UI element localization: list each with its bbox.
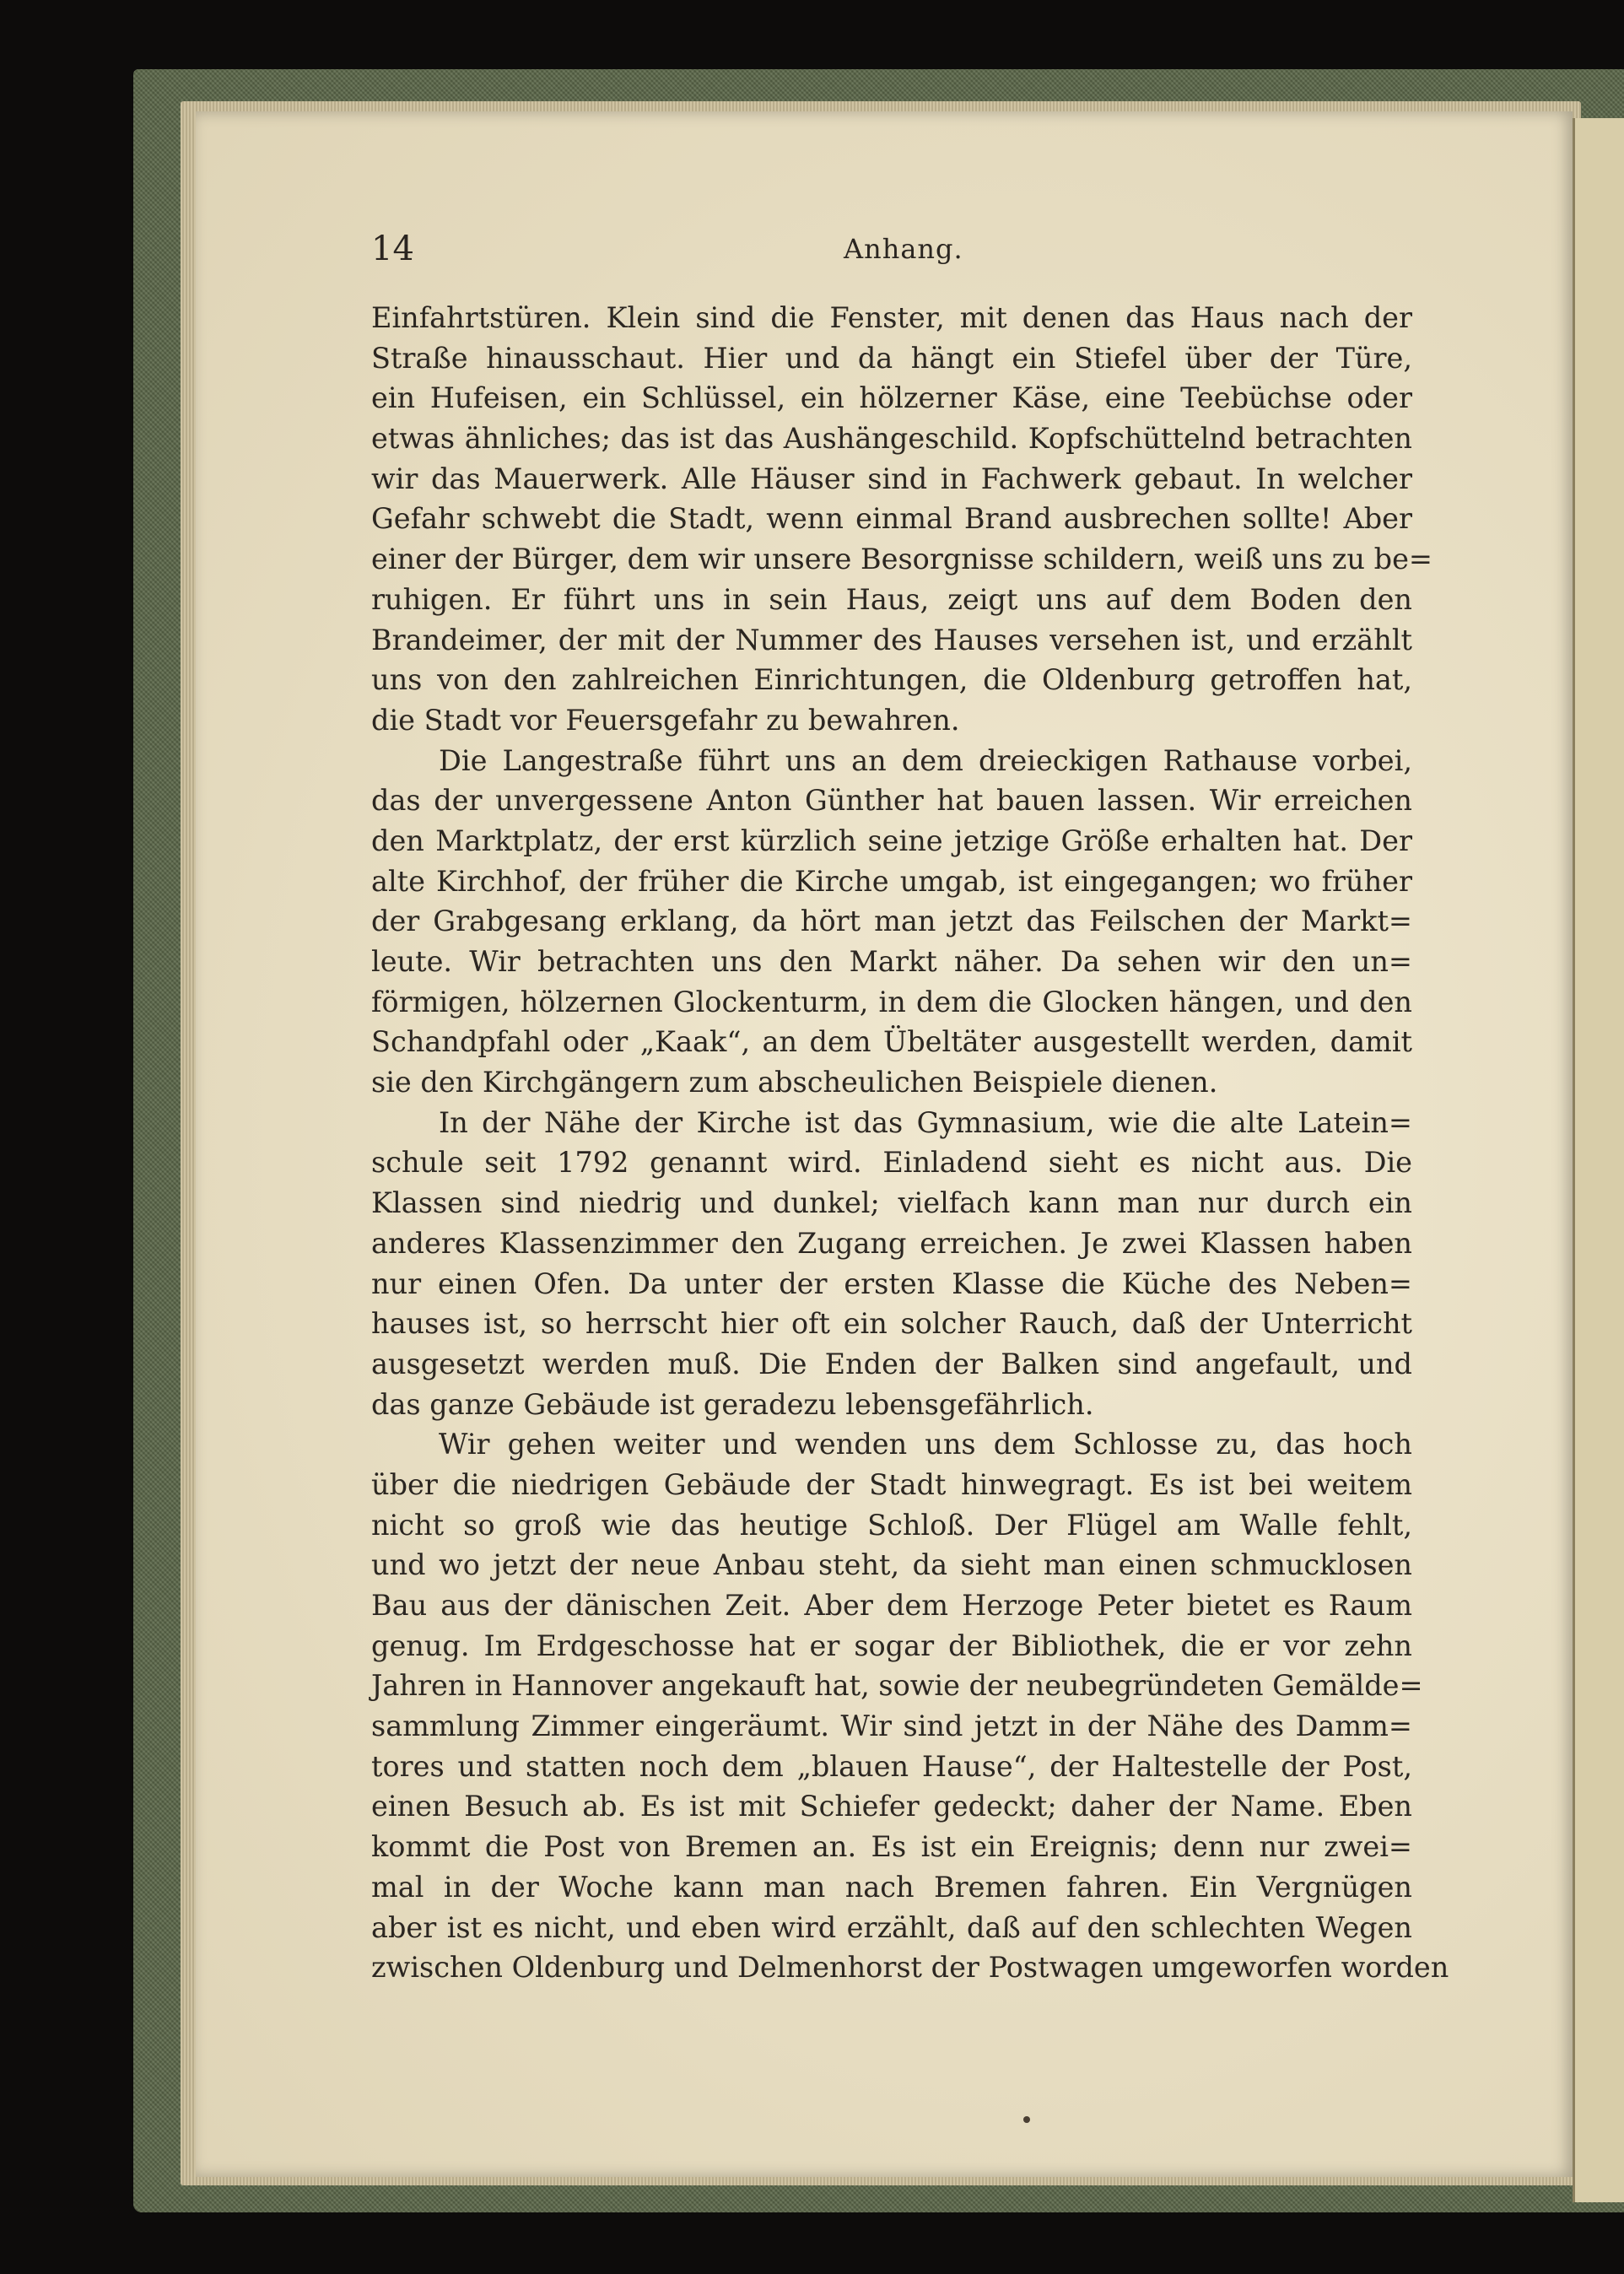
paragraph-2 <box>371 741 1412 1103</box>
text-line: ein Hufeisen, ein Schlüssel, ein hölzerner Käse, eine Teebüchse oder <box>371 381 1412 415</box>
text-line: Gefahr schwebt die Stadt, wenn einmal Brand ausbrechen sollte! Aber <box>371 502 1412 536</box>
running-head: Anhang. <box>844 233 963 265</box>
paragraph-3 <box>371 1103 1412 1425</box>
page-header <box>371 230 1417 272</box>
text-line: ausgesetzt werden muß. Die Enden der Balken sind angefault, und <box>371 1347 1412 1380</box>
text-line: sammlung Zimmer eingeräumt. Wir sind jetzt in der Nähe des Damm= <box>371 1710 1412 1743</box>
text-line: schule seit 1792 genannt wird. Einladend sieht es nicht aus. Die <box>371 1146 1412 1180</box>
text-line: Wir gehen weiter und wenden uns dem Schlosse zu, das hoch <box>439 1428 1412 1461</box>
text-line: der Grabgesang erklang, da hört man jetzt das Feilschen der Markt= <box>371 905 1412 938</box>
facing-page-edge <box>1573 118 1624 2202</box>
text-line: etwas ähnliches; das ist das Aushängeschild. Kopfschüttelnd betrachten <box>371 422 1412 456</box>
text-line: In der Nähe der Kirche ist das Gymnasium, wie die alte Latein= <box>439 1105 1412 1139</box>
text-line: anderes Klassenzimmer den Zugang erreichen. Je zwei Klassen haben <box>371 1226 1412 1260</box>
text-line: die Stadt vor Feuersgefahr zu bewahren. <box>371 703 960 737</box>
text-line: Brandeimer, der mit der Nummer des Hauses versehen ist, und erzählt <box>371 623 1412 656</box>
text-line: Straße hinausschaut. Hier und da hängt ein Stiefel über der Türe, <box>371 341 1412 375</box>
text-line: über die niedrigen Gebäude der Stadt hinwegragt. Es ist bei weitem <box>371 1467 1412 1501</box>
text-line: einen Besuch ab. Es ist mit Schiefer gedeckt; daher der Name. Eben <box>371 1790 1412 1823</box>
page-number: 14 <box>371 230 414 268</box>
text-line: nicht so groß wie das heutige Schloß. Der Flügel am Walle fehlt, <box>371 1508 1412 1542</box>
text-line: ruhigen. Er führt uns in sein Haus, zeigt uns auf dem Boden den <box>371 582 1412 616</box>
text-line: den Marktplatz, der erst kürzlich seine jetzige Größe erhalten hat. Der <box>371 824 1412 857</box>
text-line: alte Kirchhof, der früher die Kirche umgab, ist eingegangen; wo früher <box>371 864 1412 898</box>
text-line: Schandpfahl oder „Kaak“, an dem Übeltäter ausgestellt werden, damit <box>371 1025 1412 1059</box>
text-line: mal in der Woche kann man nach Bremen fahren. Ein Vergnügen <box>371 1870 1412 1904</box>
text-line: hauses ist, so herrscht hier oft ein solcher Rauch, daß der Unterricht <box>371 1307 1412 1341</box>
text-line: Die Langestraße führt uns an dem dreieckigen Rathause vorbei, <box>439 743 1412 777</box>
paragraph-1 <box>371 298 1433 741</box>
ink-speck <box>1023 2116 1030 2123</box>
text-line: leute. Wir betrachten uns den Markt näher. Da sehen wir den un= <box>371 945 1412 978</box>
paragraph-4 <box>371 1424 1449 1988</box>
text-line: aber ist es nicht, und eben wird erzählt, daß auf den schlechten Wegen <box>371 1910 1412 1944</box>
text-line: das ganze Gebäude ist geradezu lebensgefährlich. <box>371 1387 1094 1421</box>
text-line: zwischen Oldenburg und Delmenhorst der Postwagen umgeworfen worden <box>371 1951 1449 1985</box>
text-line: sie den Kirchgängern zum abscheulichen Beispiele dienen. <box>371 1066 1218 1099</box>
text-line: förmigen, hölzernen Glockenturm, in dem die Glocken hängen, und den <box>371 985 1412 1018</box>
text-line: kommt die Post von Bremen an. Es ist ein Ereignis; denn nur zwei= <box>371 1830 1412 1864</box>
text-line: nur einen Ofen. Da unter der ersten Klasse die Küche des Neben= <box>371 1267 1412 1300</box>
text-line: Bau aus der dänischen Zeit. Aber dem Herzoge Peter bietet es Raum <box>371 1589 1412 1622</box>
text-line: und wo jetzt der neue Anbau steht, da sieht man einen schmucklosen <box>371 1548 1412 1582</box>
text-line: das der unvergessene Anton Günther hat bauen lassen. Wir erreichen <box>371 784 1412 818</box>
text-line: uns von den zahlreichen Einrichtungen, die Oldenburg getroffen hat, <box>371 663 1412 697</box>
text-line: tores und statten noch dem „blauen Hause“, der Haltestelle der Post, <box>371 1749 1412 1783</box>
text-line: Einfahrtstüren. Klein sind die Fenster, mit denen das Haus nach der <box>371 301 1412 334</box>
text-line: wir das Mauerwerk. Alle Häuser sind in Fachwerk gebaut. In welcher <box>371 462 1412 495</box>
body-text <box>371 298 1449 1988</box>
text-line: Klassen sind niedrig und dunkel; vielfach kann man nur durch ein <box>371 1186 1412 1220</box>
text-line: einer der Bürger, dem wir unsere Besorgnisse schildern, weiß uns zu be= <box>371 543 1433 576</box>
text-line: Jahren in Hannover angekauft hat, sowie der neubegründeten Gemälde= <box>371 1669 1423 1703</box>
text-line: genug. Im Erdgeschosse hat er sogar der Bibliothek, die er vor zehn <box>371 1629 1412 1662</box>
